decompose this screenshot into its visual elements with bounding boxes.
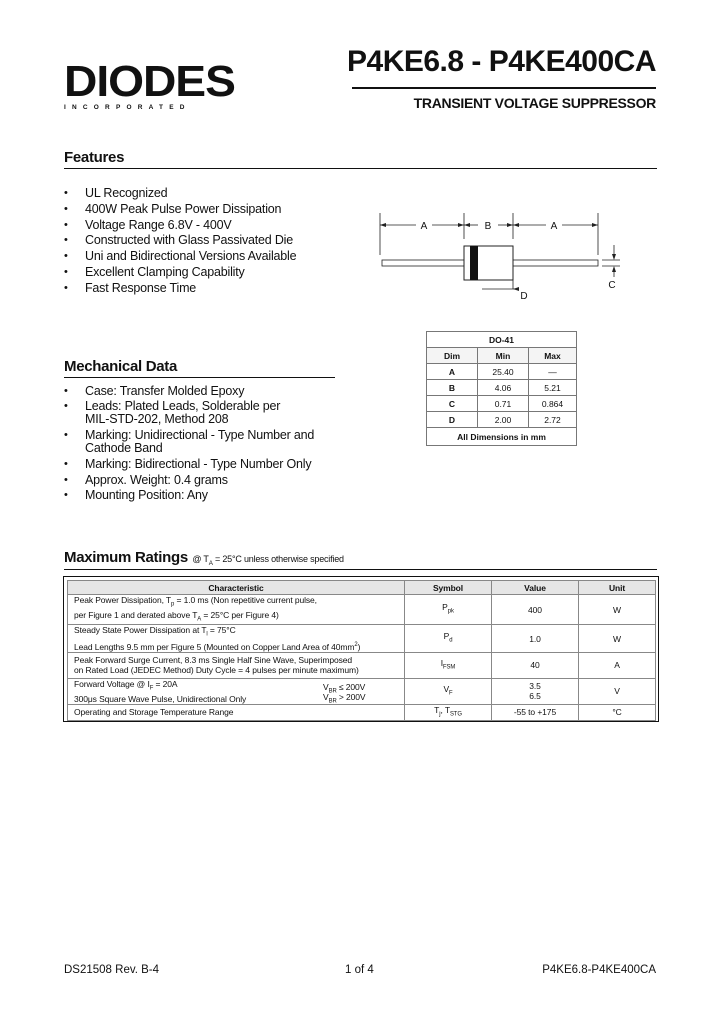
ratings-heading-line [64, 549, 344, 567]
footer-page-number: 1 of 4 [345, 964, 374, 976]
dim-cell: B [427, 380, 478, 396]
features-heading: Features [64, 149, 125, 166]
cathode-band [470, 246, 478, 280]
mechanical-item: • Mounting Position: Any [64, 488, 314, 504]
ratings-heading: Maximum Ratings [64, 549, 188, 566]
dim-header: Max [529, 348, 577, 364]
dim-table-caption: DO-41 [427, 332, 577, 348]
dim-cell: 0.71 [478, 396, 529, 412]
logo-wordmark: DIODES [64, 57, 235, 106]
symbol-cell: $T_j$, $T_{STG}$ [405, 704, 492, 720]
unit-cell: A [579, 652, 656, 678]
vbr-condition-1: $V_{BR} \le 200V$ [323, 681, 366, 695]
ratings-header: Unit [579, 581, 656, 595]
feature-item: • 400W Peak Pulse Power Dissipation [64, 202, 296, 218]
value-cell: -55 to +175 [492, 704, 579, 720]
characteristic-cell: Steady State Power Dissipation at $T_l = 75^\circ C$ Lead Lengths 9.5 mm per Figure 5 (Mounted on Copper Land Area of $40mm^2$) [68, 625, 405, 653]
mechanical-rule [64, 377, 335, 378]
device-subtitle: TRANSIENT VOLTAGE SUPPRESSOR [413, 95, 656, 111]
ratings-header: Characteristic [68, 581, 405, 595]
vbr-condition-2: $V_{BR} > 200V$ [323, 691, 366, 705]
table-row [427, 412, 577, 428]
dim-cell: 4.06 [478, 380, 529, 396]
table-row [68, 678, 656, 704]
title-divider [352, 87, 656, 89]
ratings-header: Value [492, 581, 579, 595]
lead-right [510, 260, 598, 266]
dim-cell: 5.21 [529, 380, 577, 396]
mechanical-list [64, 384, 314, 504]
package-outline-diagram [370, 205, 660, 305]
characteristic-cell: Operating and Storage Temperature Range [68, 704, 405, 720]
dim-header: Min [478, 348, 529, 364]
value-cell: 40 [492, 652, 579, 678]
symbol-cell: $V_F$ [405, 678, 492, 704]
ratings-condition: @ $T_A = 25^\circ C$ unless otherwise specified [192, 554, 344, 567]
features-rule [64, 168, 657, 169]
feature-item: • UL Recognized [64, 186, 296, 202]
dim-cell: 2.72 [529, 412, 577, 428]
mechanical-item: • Marking: Bidirectional - Type Number Only [64, 457, 314, 473]
value-cell: 3.5 6.5 [492, 678, 579, 704]
dim-label-b: B [484, 221, 492, 232]
feature-item: • Fast Response Time [64, 281, 296, 297]
dim-label-a2: A [550, 221, 558, 232]
ratings-header: Symbol [405, 581, 492, 595]
mechanical-item: • Leads: Plated Leads, Solderable per [64, 400, 314, 414]
mechanical-item: • Case: Transfer Molded Epoxy [64, 384, 314, 400]
logo-subtext: INCORPORATED [64, 104, 191, 111]
dim-label-c: C [608, 280, 616, 291]
table-row [68, 595, 656, 625]
feature-item: • Voltage Range 6.8V - 400V [64, 218, 296, 234]
dim-cell: 2.00 [478, 412, 529, 428]
feature-item: • Uni and Bidirectional Versions Available [64, 249, 296, 265]
feature-item: • Constructed with Glass Passivated Die [64, 233, 296, 249]
dim-cell: 0.864 [529, 396, 577, 412]
mechanical-item-cont: MIL-STD-202, Method 208 [85, 412, 229, 427]
footer-part-number: P4KE6.8-P4KE400CA [542, 964, 656, 976]
mechanical-item-cont: Cathode Band [85, 441, 163, 456]
unit-cell: W [579, 625, 656, 653]
table-row [68, 652, 656, 678]
symbol-cell: $P_d$ [405, 625, 492, 653]
symbol-cell: $P_{pk}$ [405, 595, 492, 625]
table-row [427, 396, 577, 412]
dim-header: Dim [427, 348, 478, 364]
dim-table-footer: All Dimensions in mm [427, 428, 577, 446]
mechanical-item: • Marking: Unidirectional - Type Number and [64, 429, 314, 443]
dim-cell: C [427, 396, 478, 412]
features-list [64, 186, 296, 297]
do41-dimension-table [426, 331, 577, 446]
characteristic-cell: Peak Power Dissipation, $T_p = 1.0$ ms (Non repetitive current pulse, per Figure 1 and derated above $T_A = 25^\circ C$ per Figure 4) [68, 595, 405, 625]
characteristic-cell: Peak Forward Surge Current, 8.3 ms Single Half Sine Wave, Superimposed on Rated Load (JEDEC Method) Duty Cycle = 4 pulses per minute maximum) [68, 652, 405, 678]
dim-cell: 25.40 [478, 364, 529, 380]
table-row [427, 380, 577, 396]
dim-cell: A [427, 364, 478, 380]
mechanical-item: • Approx. Weight: 0.4 grams [64, 473, 314, 489]
maximum-ratings-table [67, 580, 656, 721]
characteristic-cell: Forward Voltage @ $I_F = 20A$ 300μs Square Wave Pulse, Unidirectional Only $V_{BR} \le 200V$ $V_{BR} > 200V$ [68, 678, 405, 704]
ratings-rule [64, 569, 657, 570]
table-row [427, 364, 577, 380]
dim-label-a: A [420, 221, 428, 232]
symbol-cell: $I_{FSM}$ [405, 652, 492, 678]
table-row [68, 625, 656, 653]
lead-left [382, 260, 468, 266]
unit-cell: W [579, 595, 656, 625]
value-cell: 1.0 [492, 625, 579, 653]
unit-cell: °C [579, 704, 656, 720]
value-cell: 400 [492, 595, 579, 625]
dim-cell: — [529, 364, 577, 380]
unit-cell: V [579, 678, 656, 704]
feature-item: • Excellent Clamping Capability [64, 265, 296, 281]
footer-doc-number: DS21508 Rev. B-4 [64, 964, 160, 976]
mechanical-heading: Mechanical Data [64, 358, 178, 375]
dim-cell: D [427, 412, 478, 428]
dim-label-d: D [520, 291, 528, 302]
part-number-title: P4KE6.8 - P4KE400CA [347, 45, 656, 78]
table-row [68, 704, 656, 720]
diodes-logo [64, 57, 235, 112]
